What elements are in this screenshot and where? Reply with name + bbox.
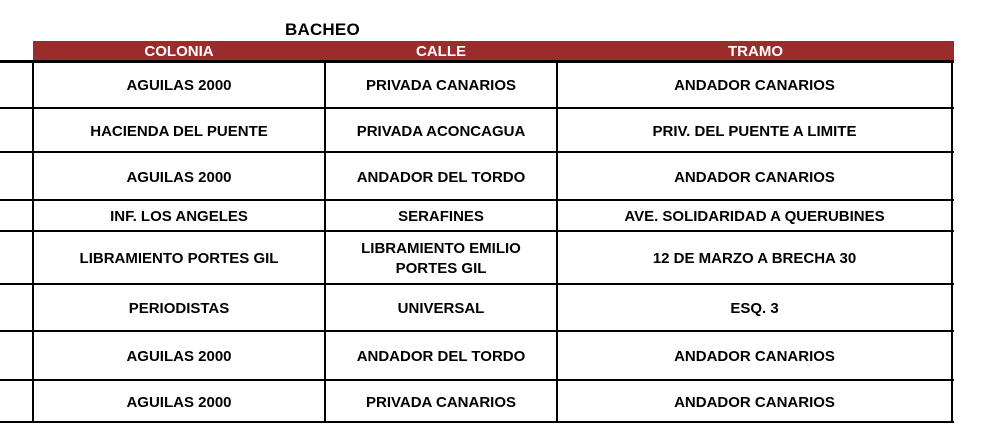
grid-hline bbox=[0, 151, 954, 153]
cell-colonia: HACIENDA DEL PUENTE bbox=[90, 122, 268, 140]
cell-calle: PRIVADA ACONCAGUA bbox=[356, 122, 526, 140]
cell-tramo: ANDADOR CANARIOS bbox=[674, 348, 835, 365]
grid-hline bbox=[0, 379, 954, 381]
cell-tramo: ESQ. 3 bbox=[730, 300, 779, 317]
cell-colonia: AGUILAS 2000 bbox=[126, 168, 232, 186]
cell-calle: PRIVADA CANARIOS bbox=[365, 393, 516, 411]
header-tramo: TRAMO bbox=[557, 41, 954, 60]
cell-calle: ANDADOR DEL TORDO bbox=[356, 348, 526, 365]
cell-calle: PRIVADA CANARIOS bbox=[365, 76, 516, 94]
cell-colonia: AGUILAS 2000 bbox=[126, 393, 232, 411]
cell-calle: ANDADOR DEL TORDO bbox=[356, 168, 526, 186]
cell-colonia: AGUILAS 2000 bbox=[126, 348, 232, 365]
cell-colonia: LIBRAMIENTO PORTES GIL bbox=[79, 250, 279, 267]
cell-calle: UNIVERSAL bbox=[397, 300, 485, 317]
cell-calle: SERAFINES bbox=[398, 208, 484, 225]
cell-tramo: ANDADOR CANARIOS bbox=[674, 76, 835, 94]
cell-tramo: PRIV. DEL PUENTE A LIMITE bbox=[652, 122, 857, 140]
grid-vline bbox=[951, 60, 953, 422]
cell-colonia: INF. LOS ANGELES bbox=[110, 208, 248, 225]
cell-calle: LIBRAMIENTO EMILIO PORTES GIL bbox=[361, 240, 521, 277]
cell-colonia: PERIODISTAS bbox=[128, 300, 230, 317]
header-calle: CALLE bbox=[325, 41, 557, 60]
cell-colonia: AGUILAS 2000 bbox=[126, 76, 232, 94]
cell-tramo: 12 DE MARZO A BRECHA 30 bbox=[652, 250, 857, 267]
cell-tramo: AVE. SOLIDARIDAD A QUERUBINES bbox=[624, 208, 885, 225]
grid-hline bbox=[0, 230, 954, 232]
grid-hline bbox=[0, 107, 954, 109]
grid-hline bbox=[0, 421, 954, 423]
grid-hline bbox=[0, 199, 954, 201]
cell-tramo: ANDADOR CANARIOS bbox=[674, 168, 835, 186]
grid-hline bbox=[0, 330, 954, 332]
grid-hline bbox=[0, 283, 954, 285]
sheet-title: BACHEO bbox=[285, 20, 360, 39]
header-colonia: COLONIA bbox=[33, 41, 325, 60]
cell-tramo: ANDADOR CANARIOS bbox=[674, 393, 835, 411]
